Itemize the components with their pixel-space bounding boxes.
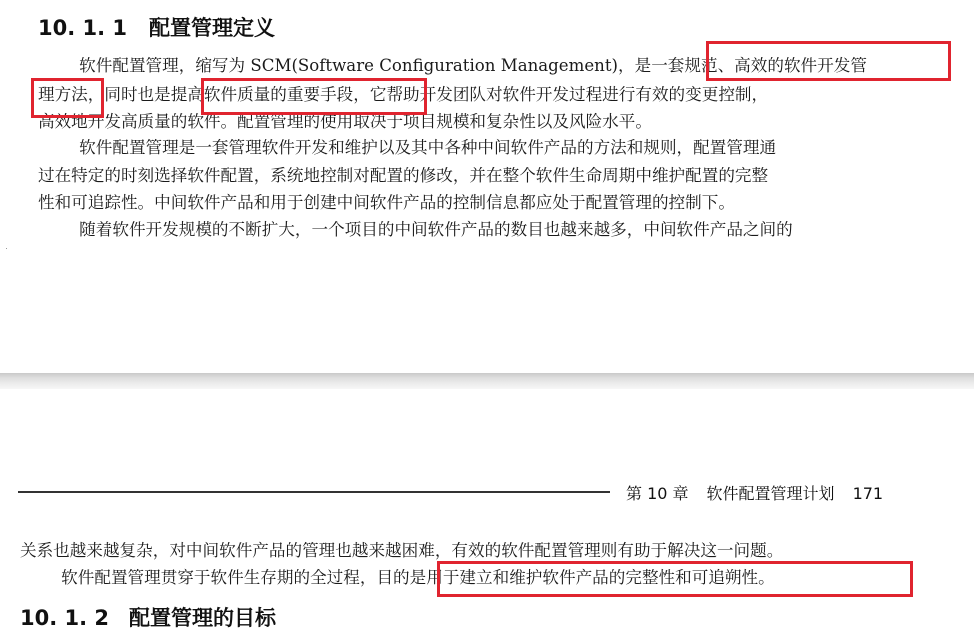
- chapter-label: 第 10 章: [626, 484, 689, 503]
- chapter-title: 软件配置管理计划: [706, 484, 835, 503]
- page-gap: [0, 373, 974, 389]
- running-header-rule: [18, 491, 610, 493]
- paragraph-line: 软件配置管理是一套管理软件开发和维护以及其中各种中间软件产品的方法和规则，配置管理通: [46, 138, 777, 157]
- paragraph-line: 高效地开发高质量的软件。配置管理的使用取决于项目规模和复杂性以及风险水平。: [38, 112, 652, 131]
- paragraph-line: 软件配置管理贯穿于软件生存期的全过程，目的是用于建立和维护软件产品的完整性和可追朔性。: [28, 568, 775, 587]
- page-number: 171: [852, 484, 884, 503]
- section-number: 10. 1. 1: [38, 16, 128, 40]
- paragraph-line: 随着软件开发规模的不断扩大，一个项目的中间软件产品的数目也越来越多，中间软件产品之间的: [46, 220, 793, 239]
- next-section-title: 配置管理的目标: [129, 606, 277, 630]
- next-section-heading: [20, 602, 276, 632]
- next-section-number: 10. 1. 2: [20, 606, 110, 630]
- section-heading: [38, 12, 275, 42]
- paragraph-line: 过在特定的时刻选择软件配置，系统地控制对配置的修改，并在整个软件生命周期中维护配置的完整: [38, 166, 769, 185]
- paragraph-line: 软件配置管理，缩写为 SCM(Software Configuration Management)，是一套规范、高效的软件开发管: [46, 56, 867, 75]
- highlight-box-method: [31, 78, 104, 118]
- highlight-box-quality-means: [201, 78, 427, 115]
- paragraph-line: 理方法，同时也是提高软件质量的重要手段，它帮助开发团队对软件开发过程进行有效的变更控制，: [38, 85, 769, 104]
- paragraph-line: 关系也越来越复杂，对中间软件产品的管理也越来越困难，有效的软件配置管理则有助于解决这一问题。: [20, 541, 784, 560]
- highlight-box-purpose: [437, 561, 913, 597]
- running-header: [626, 481, 883, 504]
- section-title: 配置管理定义: [149, 16, 276, 40]
- highlight-box-standard-efficient: [706, 41, 951, 81]
- paragraph-line: 性和可追踪性。中间软件产品和用于创建中间软件产品的控制信息都应处于配置管理的控制下。: [38, 193, 735, 212]
- page-edge-mark: [6, 248, 7, 249]
